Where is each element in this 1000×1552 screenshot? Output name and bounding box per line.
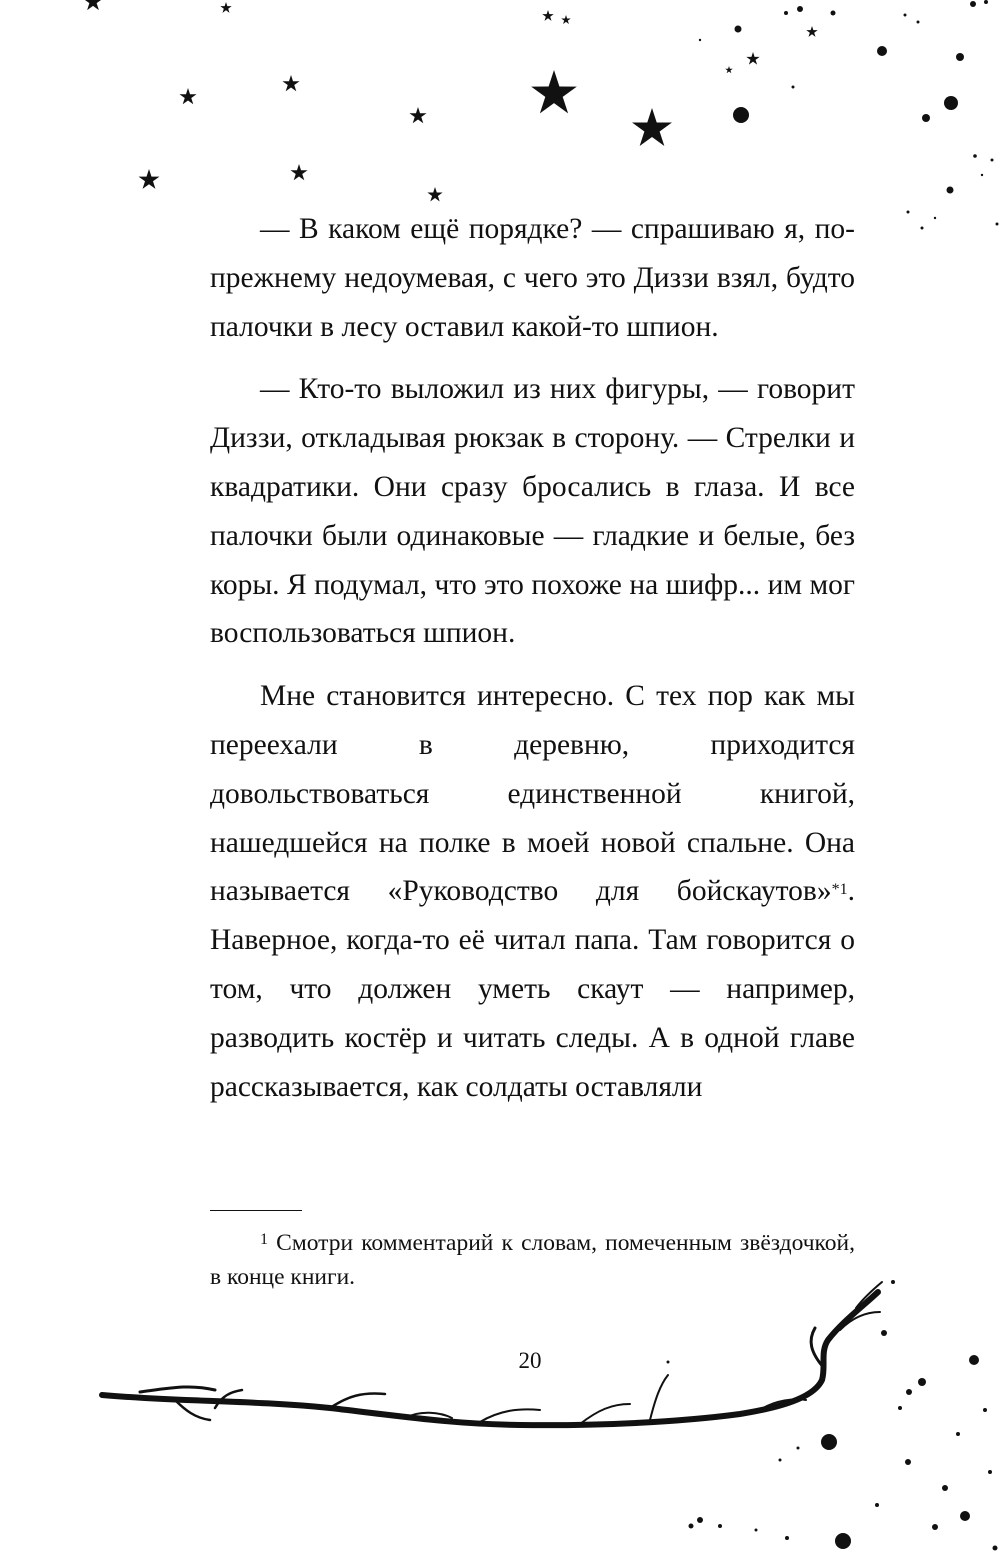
page-number: 20: [518, 1348, 542, 1373]
footnote-number: 1: [260, 1231, 268, 1248]
star-icon: [409, 107, 426, 123]
star-icon: [561, 15, 571, 24]
star-icon: [746, 52, 759, 65]
paragraph-3-end: . Наверное, когда-то её читал папа. Там говорится о том, что должен уметь скаут — например, разводить костёр и читать следы. А в одной главе рассказывается, как солдаты оставляли: [210, 875, 855, 1103]
star-icon: [542, 10, 553, 21]
footnote-divider: [210, 1210, 302, 1211]
footnote: [210, 1226, 855, 1294]
dot-cluster: [699, 0, 999, 230]
star-icon: [531, 70, 577, 113]
star-icon: [632, 108, 672, 146]
star-icon: [427, 187, 442, 201]
footnote-text: Смотри комментарий к словам, помеченным звёздочкой, в конце книги.: [210, 1230, 855, 1290]
star-icon: [282, 75, 299, 91]
paragraph-3: [210, 672, 855, 1111]
star-icon: [83, 0, 102, 10]
star-icon: [220, 2, 231, 13]
star-icon: [725, 66, 733, 73]
paragraph-1: — В каком ещё порядке? — спрашиваю я, по-прежнему недоумевая, с чего это Диззи взял, будто палочки в лесу оставил какой-то шпион.: [210, 213, 855, 343]
paragraph-3-start: Мне становится интересно. С тех пор как мы переехали в деревню, приходится довольствоваться единственной книгой, нашедшейся на полке в моей новой спальне. Она называется «Руководство для бойскаутов»: [210, 680, 855, 908]
star-icon: [290, 164, 307, 180]
star-icon: [179, 88, 196, 104]
star-icon: [806, 26, 817, 37]
paragraph-2: — Кто-то выложил из них фигуры, — говорит Диззи, откладывая рюкзак в сторону. — Стрелки и квадратики. Они сразу бросались в глаза. И все палочки были одинаковые — гладкие и белые, без коры. Я подумал, что это похоже на шифр... им мог воспользоваться шпион.: [210, 373, 855, 650]
star-icon: [139, 169, 160, 189]
body-text: [210, 205, 855, 1111]
footnote-marker[interactable]: *1: [831, 881, 848, 899]
